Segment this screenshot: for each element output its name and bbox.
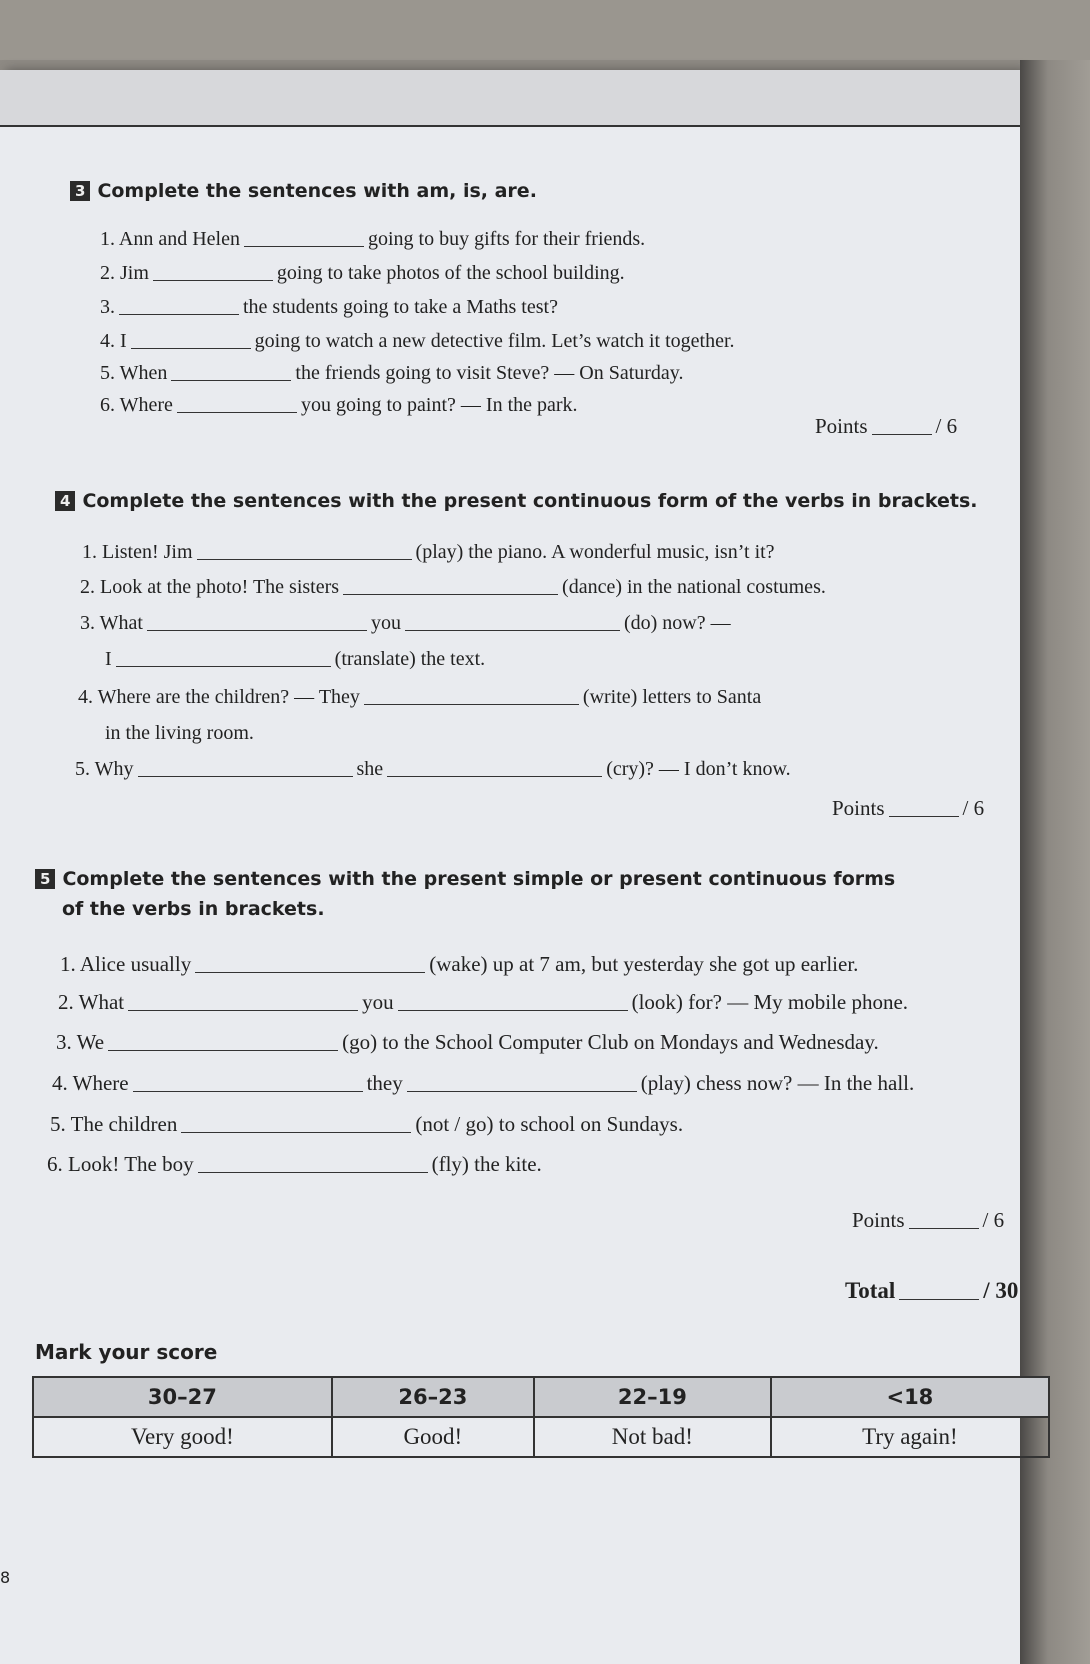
ex5-points [852,1208,1004,1233]
ex5-sentence-3 [56,1030,879,1055]
answer-blank[interactable] [195,954,425,973]
answer-blank[interactable] [387,758,602,777]
ex4-sentence-3b [105,648,485,671]
ex4-sentence-1 [82,541,775,564]
sentence-text: 1. Alice usually [60,952,192,976]
ex3-sentence-4 [100,330,735,353]
sentence-text: going to buy gifts for their friends. [367,228,646,250]
sentence-text: (fly) the kite. [431,1152,542,1176]
sentence-text: 3. [100,296,115,318]
folded-page-edge [0,70,1020,127]
sentence-text: (do) now? — [623,612,731,634]
ex5-sentence-2 [58,990,908,1015]
ex4-sentence-4b [105,722,254,745]
answer-blank[interactable] [128,992,358,1011]
sentence-text: they [366,1071,403,1095]
sentence-text: 4. Where [52,1071,129,1095]
answer-blank[interactable] [119,296,239,315]
score-label: Very good! [33,1417,332,1457]
exercise-number: 4 [55,491,75,511]
sentence-text: (wake) up at 7 am, but yesterday she got up earlier. [429,952,859,976]
answer-blank[interactable] [398,992,628,1011]
total-score [845,1278,1018,1304]
exercise-instruction: Complete the sentences with am, is, are. [97,180,537,202]
answer-blank[interactable] [343,576,558,595]
score-labels-row [33,1417,1049,1457]
score-label: Try again! [771,1417,1049,1457]
sentence-text: (cry)? — I don’t know. [606,758,791,780]
ex3-sentence-3 [100,296,558,319]
ex5-sentence-6 [47,1152,542,1177]
sentence-text: 4. I [100,330,127,352]
sentence-text: 2. Look at the photo! The sisters [80,576,340,598]
total-max: / 30 [983,1278,1019,1303]
answer-blank[interactable] [147,612,367,631]
exercise-5-heading-cont [62,898,325,920]
ex4-sentence-4 [78,686,761,709]
sentence-text: (dance) in the national costumes. [562,576,826,598]
sentence-text: going to watch a new detective film. Let’s watch it together. [254,330,735,352]
answer-blank[interactable] [181,1114,411,1133]
points-label: Points [852,1208,905,1232]
sentence-text: 2. What [58,990,125,1014]
answer-blank[interactable] [244,228,364,247]
sentence-text: 3. We [56,1030,105,1054]
sentence-text: in the living room. [105,722,254,744]
ex4-sentence-5 [75,758,791,781]
answer-blank[interactable] [198,1154,428,1173]
score-table [32,1376,1050,1458]
score-title: Mark your score [35,1340,218,1364]
points-blank[interactable] [889,798,959,817]
sentence-text: (play) the piano. A wonderful music, isn’t it? [415,541,775,563]
points-blank[interactable] [872,416,932,435]
ex5-sentence-1 [60,952,858,977]
exercise-number: 3 [70,181,90,201]
sentence-text: 6. Where [100,394,173,416]
ex3-sentence-2 [100,262,625,285]
page-number: 8 [0,1568,11,1587]
points-max: / 6 [982,1208,1005,1232]
sentence-text: 6. Look! The boy [47,1152,194,1176]
sentence-text: you [370,612,401,634]
points-label: Points [815,414,868,438]
exercise-5-heading [35,868,895,890]
answer-blank[interactable] [138,758,353,777]
sentence-text: (not / go) to school on Sundays. [415,1112,684,1136]
sentence-text: 4. Where are the children? — They [78,686,360,708]
sentence-text: you [362,990,394,1014]
points-max: / 6 [935,414,958,438]
score-range: 22–19 [534,1377,771,1417]
ex4-sentence-2 [80,576,826,599]
sentence-text: 1. Listen! Jim [82,541,193,563]
exercise-number: 5 [35,869,55,889]
ex5-sentence-5 [50,1112,683,1137]
answer-blank[interactable] [133,1073,363,1092]
total-blank[interactable] [899,1281,979,1300]
exercise-3-heading [70,180,537,202]
ex3-sentence-1 [100,228,645,251]
answer-blank[interactable] [116,648,331,667]
score-range: <18 [771,1377,1049,1417]
sentence-text: going to take photos of the school building. [276,262,625,284]
sentence-text: 1. Ann and Helen [100,228,240,250]
score-range: 26–23 [332,1377,534,1417]
ex4-sentence-3 [80,612,731,635]
sentence-text: 5. When [100,362,168,384]
ex3-sentence-5 [100,362,684,385]
answer-blank[interactable] [108,1032,338,1051]
answer-blank[interactable] [171,362,291,381]
sentence-text: the students going to take a Maths test? [243,296,558,318]
answer-blank[interactable] [177,394,297,413]
answer-blank[interactable] [131,330,251,349]
score-label: Not bad! [534,1417,771,1457]
background-surface [0,0,1090,60]
score-label: Good! [332,1417,534,1457]
exercise-4-heading [55,490,978,512]
sentence-text: (play) chess now? — In the hall. [640,1071,915,1095]
sentence-text: 5. The children [50,1112,178,1136]
sentence-text: 5. Why [75,758,134,780]
ex3-sentence-6 [100,394,578,417]
sentence-text: she [356,758,384,780]
score-ranges-row [33,1377,1049,1417]
answer-blank[interactable] [405,612,620,631]
exercise-instruction: Complete the sentences with the present continuous form of the verbs in brackets. [82,490,978,512]
answer-blank[interactable] [407,1073,637,1092]
sentence-text: you going to paint? — In the park. [300,394,578,416]
answer-blank[interactable] [197,541,412,560]
sentence-text: (translate) the text. [334,648,486,670]
exercise-instruction: of the verbs in brackets. [62,898,325,920]
ex3-points [815,414,957,439]
answer-blank[interactable] [153,262,273,281]
ex5-sentence-4 [52,1071,914,1096]
total-label: Total [845,1278,896,1303]
sentence-text: (go) to the School Computer Club on Mondays and Wednesday. [342,1030,879,1054]
score-range: 30–27 [33,1377,332,1417]
sentence-text: (look) for? — My mobile phone. [631,990,909,1014]
points-blank[interactable] [909,1210,979,1229]
sentence-text: the friends going to visit Steve? — On Saturday. [295,362,684,384]
sentence-text: (write) letters to Santa [582,686,762,708]
ex4-points [832,796,984,821]
answer-blank[interactable] [364,686,579,705]
sentence-text: 3. What [80,612,143,634]
sentence-text: 2. Jim [100,262,149,284]
points-label: Points [832,796,885,820]
points-max: / 6 [962,796,985,820]
exercise-instruction: Complete the sentences with the present simple or present continuous forms [62,868,896,890]
sentence-text: I [105,648,112,670]
